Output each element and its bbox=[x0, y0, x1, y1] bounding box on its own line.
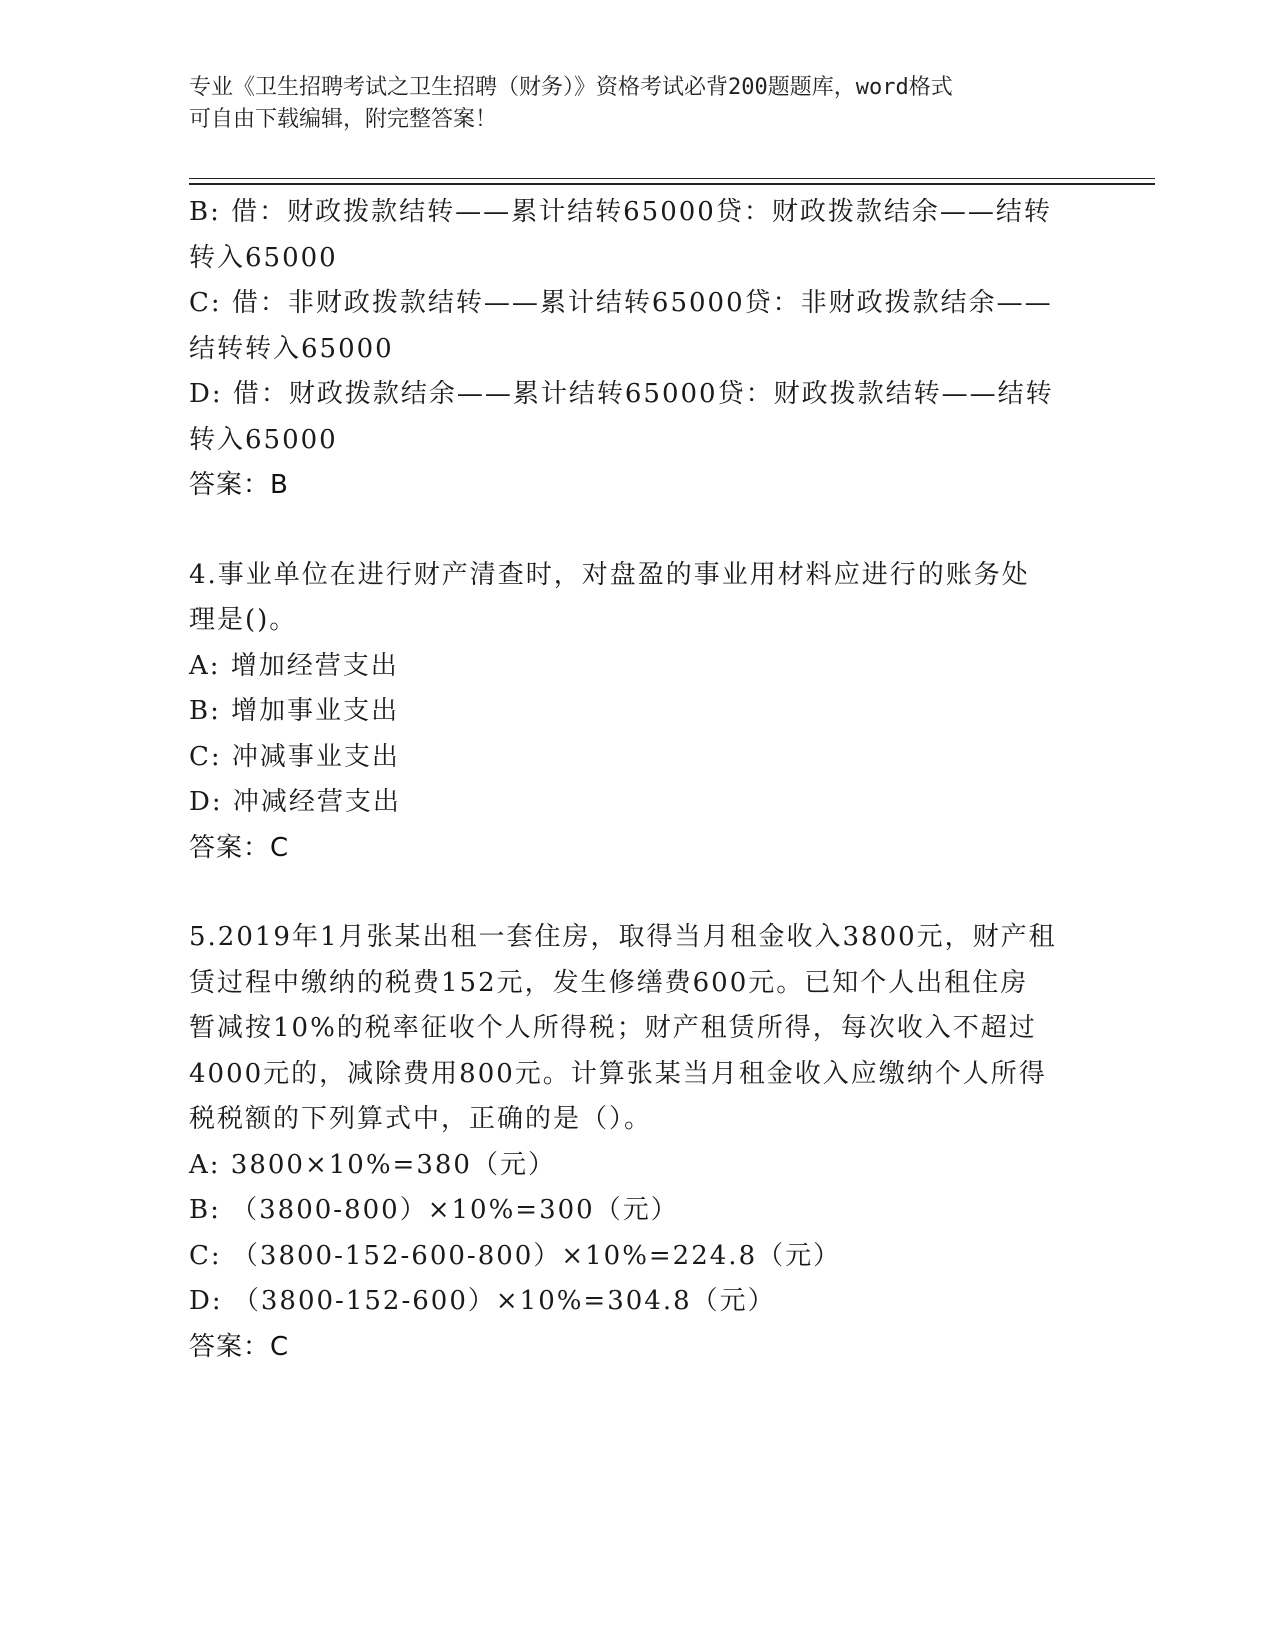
question-body bbox=[189, 190, 1089, 1370]
spacer bbox=[189, 509, 1089, 553]
q4-option-d: D: 冲减经营支出 bbox=[189, 787, 401, 817]
q5-stem-line-2: 赁过程中缴纳的税费152元，发生修缮费600元。已知个人出租住房 bbox=[189, 967, 1029, 998]
q4-stem-line-2: 理是()。 bbox=[189, 605, 298, 635]
question-5 bbox=[189, 915, 1089, 1370]
q5-stem-line-1: 5.2019年1月张某出租一套住房，取得当月租金收入3800元，财产租 bbox=[189, 922, 1057, 952]
header-title-line-1: 专业《卫生招聘考试之卫生招聘（财务）》资格考试必背200题题库，word格式 bbox=[189, 75, 953, 100]
q3-option-c-line-2: 结转转入65000 bbox=[189, 333, 394, 364]
q4-option-b: B: 增加事业支出 bbox=[189, 696, 400, 726]
q5-option-c: C: （3800-152-600-800）×10%=224.8（元） bbox=[189, 1240, 842, 1271]
q4-option-a: A: 增加经营支出 bbox=[189, 650, 399, 681]
q3-option-d-line-1: D: 借：财政拨款结余——累计结转65000贷：财政拨款结转——结转 bbox=[189, 379, 1054, 409]
document-header bbox=[189, 72, 1089, 136]
q3-option-b-line-1: B: 借：财政拨款结转——累计结转65000贷：财政拨款结余——结转 bbox=[189, 197, 1052, 227]
question-4 bbox=[189, 553, 1089, 872]
header-title-line-2: 可自由下载编辑，附完整答案！ bbox=[189, 107, 498, 132]
q5-option-b: B: （3800-800）×10%=300（元） bbox=[189, 1195, 679, 1225]
q3-option-b-line-2: 转入65000 bbox=[189, 242, 338, 273]
q5-stem-line-5: 税税额的下列算式中，正确的是（）。 bbox=[189, 1104, 653, 1134]
q3-option-d-line-2: 转入65000 bbox=[189, 424, 338, 455]
q4-answer: 答案：C bbox=[189, 832, 290, 863]
q4-stem-line-1: 4.事业单位在进行财产清查时，对盘盈的事业用材料应进行的账务处 bbox=[189, 559, 1030, 590]
q5-answer: 答案：C bbox=[189, 1331, 290, 1362]
q5-stem-line-4: 4000元的，减除费用800元。计算张某当月租金收入应缴纳个人所得 bbox=[189, 1058, 1047, 1089]
q3-answer: 答案：B bbox=[189, 470, 289, 500]
q5-stem-line-3: 暂减按10%的税率征收个人所得税；财产租赁所得，每次收入不超过 bbox=[189, 1013, 1037, 1043]
q5-option-d: D: （3800-152-600）×10%=304.8（元） bbox=[189, 1286, 776, 1316]
spacer bbox=[189, 871, 1089, 915]
header-divider-thin bbox=[189, 178, 1155, 179]
header-divider-thick bbox=[189, 183, 1155, 185]
question-3-continued bbox=[189, 190, 1089, 509]
q3-option-c-line-1: C: 借：非财政拨款结转——累计结转65000贷：非财政拨款结余—— bbox=[189, 288, 1053, 318]
q4-option-c: C: 冲减事业支出 bbox=[189, 741, 400, 772]
q5-option-a: A: 3800×10%=380（元） bbox=[189, 1149, 556, 1180]
